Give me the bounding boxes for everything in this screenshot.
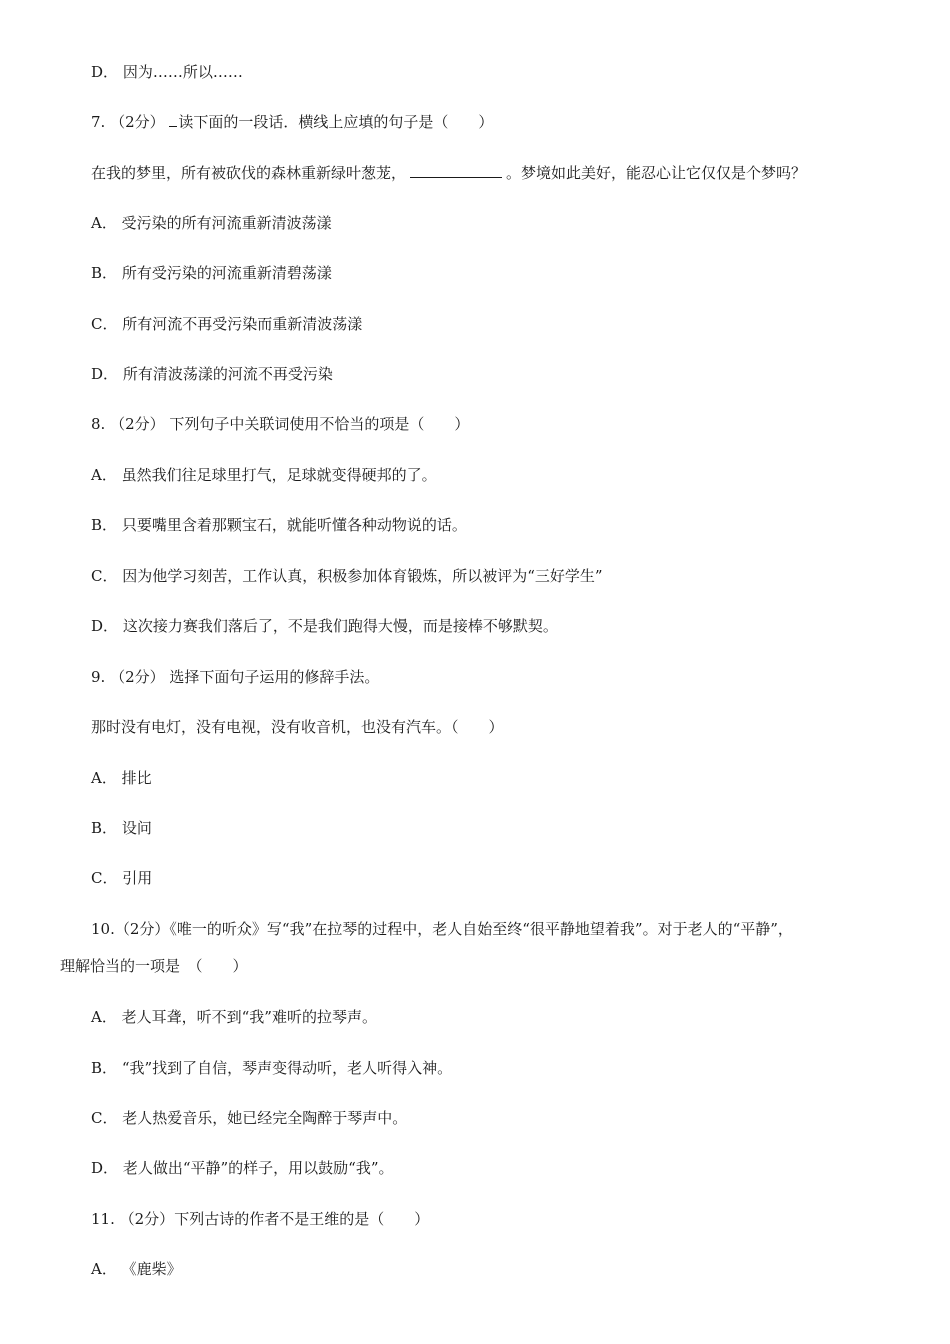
question-number: 10. <box>91 920 115 938</box>
option-text: 老人热爱音乐，她已经完全陶醉于琴声中。 <box>122 1109 408 1127</box>
option-text: 受污染的所有河流重新清波荡漾 <box>121 214 332 232</box>
question-10-stem-continued <box>60 956 248 976</box>
option-label: B． <box>91 264 118 282</box>
option-text: 《鹿柴》 <box>121 1260 182 1278</box>
passage-text: 。梦境如此美好，能忍心让它仅仅是个梦吗？ <box>506 164 807 182</box>
option-label: B． <box>91 819 118 837</box>
passage-text: 在我的梦里，所有被砍伐的森林重新绿叶葱茏， <box>91 164 407 182</box>
fill-blank <box>410 163 502 178</box>
question-9-option-a <box>91 768 152 788</box>
question-text: 理解恰当的一项是 （ ） <box>60 957 248 975</box>
question-9-passage <box>91 717 504 737</box>
option-label: A． <box>91 214 117 232</box>
question-score: （2分） <box>119 1210 175 1228</box>
option-text: 只要嘴里含着那颗宝石，就能听懂各种动物说的话。 <box>121 516 467 534</box>
option-text: 所有清波荡漾的河流不再受污染 <box>122 365 333 383</box>
question-8-option-b <box>91 515 467 535</box>
question-score: （2分） <box>114 920 170 938</box>
option-label: D． <box>91 617 119 635</box>
question-number: 7. <box>91 113 106 131</box>
question-9-option-c <box>91 868 152 888</box>
option-label: A． <box>91 769 117 787</box>
question-9-stem <box>91 667 379 687</box>
question-7-option-d <box>91 364 333 384</box>
option-label: A． <box>91 1260 117 1278</box>
question-text: 下列句子中关联词使用不恰当的项是（ ） <box>169 415 470 433</box>
option-label: D． <box>91 1159 119 1177</box>
question-7-passage <box>91 163 806 183</box>
option-text: 因为……所以…… <box>122 63 243 81</box>
question-score: （2分） <box>110 415 165 433</box>
question-text: 下列古诗的作者不是王维的是（ ） <box>174 1210 430 1228</box>
option-label: D． <box>91 63 119 81</box>
question-9-option-b <box>91 818 152 838</box>
option-text: 老人耳聋，听不到“我”难听的拉琴声。 <box>121 1008 377 1026</box>
option-text: 引用 <box>122 869 153 887</box>
question-score: （2分） <box>110 113 165 131</box>
question-10-option-b <box>91 1058 452 1078</box>
option-text: 老人做出“平静”的样子，用以鼓励“我”。 <box>122 1159 394 1177</box>
question-11-option-a <box>91 1259 182 1279</box>
question-11-stem <box>91 1209 429 1229</box>
option-label: A． <box>91 1008 117 1026</box>
question-number: 8. <box>91 415 106 433</box>
option-text: 这次接力赛我们落后了，不是我们跑得大慢，而是接棒不够默契。 <box>122 617 558 635</box>
option-text: 虽然我们往足球里打气，足球就变得硬邦的了。 <box>121 466 437 484</box>
question-8-option-a <box>91 465 437 485</box>
question-8-option-d <box>91 616 558 636</box>
question-number: 9. <box>91 668 106 686</box>
question-10-option-c <box>91 1108 407 1128</box>
option-label: B． <box>91 516 118 534</box>
question-text: 读下面的一段话．横线上应填的句子是（ ） <box>178 113 494 131</box>
question-7-option-a <box>91 213 332 233</box>
question-score: （2分） <box>110 668 165 686</box>
question-7-option-b <box>91 263 332 283</box>
question-text: 选择下面句子运用的修辞手法。 <box>169 668 380 686</box>
underline-mark <box>169 112 177 127</box>
question-text: 《唯一的听众》写“我”在拉琴的过程中，老人自始至终“很平静地望着我”。对于老人的“平静”， <box>169 920 793 938</box>
option-label: C． <box>91 315 118 333</box>
question-7-option-c <box>91 314 362 334</box>
option-text: 排比 <box>121 769 152 787</box>
option-label: C． <box>91 869 118 887</box>
option-label: C． <box>91 567 118 585</box>
option-label: A． <box>91 466 117 484</box>
question-8-stem <box>91 414 469 434</box>
option-label: B． <box>91 1059 118 1077</box>
question-7-stem <box>91 112 493 132</box>
option-text: 因为他学习刻苦，工作认真，积极参加体育锻炼，所以被评为“三好学生” <box>122 567 603 585</box>
option-text: 所有河流不再受污染而重新清波荡漾 <box>122 315 363 333</box>
question-10-option-a <box>91 1007 377 1027</box>
option-text: 所有受污染的河流重新清碧荡漾 <box>121 264 332 282</box>
question-10-stem <box>91 919 793 939</box>
option-text: “我”找到了自信，琴声变得动听，老人听得入神。 <box>121 1059 453 1077</box>
option-text: 设问 <box>121 819 152 837</box>
question-10-option-d <box>91 1158 394 1178</box>
question-8-option-c <box>91 566 603 586</box>
question-number: 11. <box>91 1210 115 1228</box>
option-label: C． <box>91 1109 118 1127</box>
option-label: D． <box>91 365 119 383</box>
passage-text: 那时没有电灯，没有电视，没有收音机，也没有汽车。（ ） <box>91 718 504 736</box>
prev-option-d <box>91 62 243 82</box>
